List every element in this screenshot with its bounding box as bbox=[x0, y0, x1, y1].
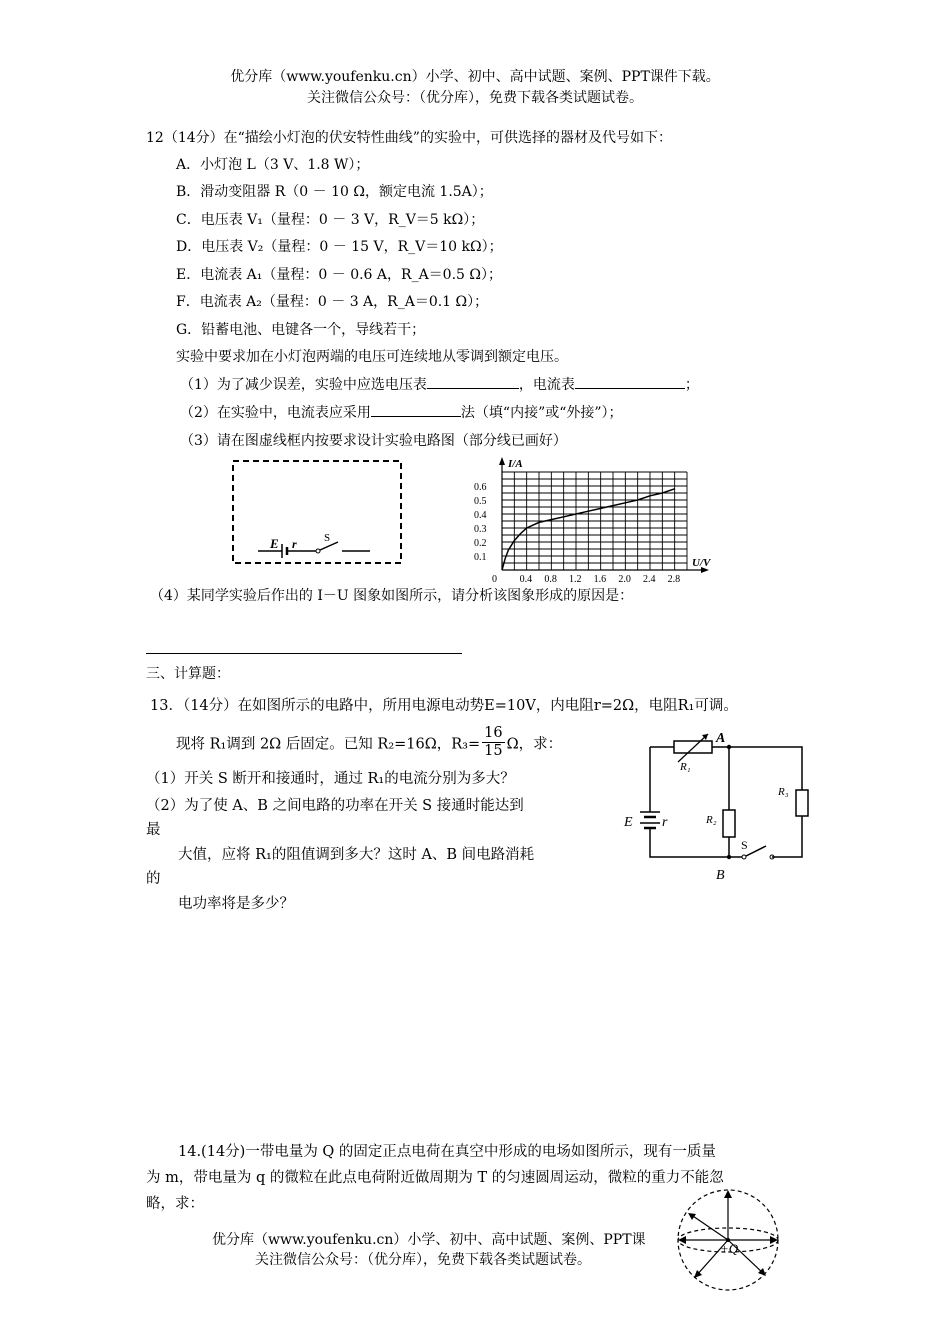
q12-option: B．滑动变阻器 R（0 － 10 Ω，额定电流 1.5A）； bbox=[176, 184, 493, 200]
q12-requirement: 实验中要求加在小灯泡两端的电压可连续地从零调到额定电压。 bbox=[176, 349, 568, 365]
q12-stem: 12（14分）在“描绘小灯泡的伏安特性曲线”的实验中，可供选择的器材及代号如下： bbox=[146, 130, 672, 146]
q13-line2-a: 现将 R₁调到 2Ω 后固定。已知 R₂=16Ω，R₃= bbox=[176, 736, 481, 753]
q13-line2-b: Ω，求： bbox=[506, 736, 563, 753]
label-r: r bbox=[292, 537, 297, 551]
label-S: S bbox=[324, 532, 331, 544]
q12-sub1-text-a: （1）为了减少误差，实验中应选电压表 bbox=[180, 377, 427, 393]
label-E: E bbox=[270, 536, 279, 551]
q13-sub2-line1: （2）为了使 A、B 之间电路的功率在开关 S 接通时能达到 bbox=[146, 798, 524, 814]
answer-line[interactable] bbox=[146, 653, 462, 654]
fraction-denominator: 15 bbox=[484, 743, 503, 759]
x-tick-label: 0.4 bbox=[519, 574, 533, 585]
field-lines bbox=[680, 1192, 776, 1276]
y-tick-label: 0.5 bbox=[474, 496, 487, 507]
switch-icon bbox=[746, 846, 766, 856]
label-A: A bbox=[716, 731, 726, 746]
iu-chart bbox=[470, 455, 715, 590]
q12-sub1-text-b: ，电流表 bbox=[518, 377, 575, 393]
q12-sub1 bbox=[180, 374, 699, 394]
q12-sub2-text-a: （2）在实验中，电流表应采用 bbox=[180, 405, 371, 421]
footer-line-1: 优分库（www.youfenku.cn）小学、初中、高中试题、案例、PPT课 bbox=[212, 1232, 646, 1248]
x-tick-label: 2.8 bbox=[667, 574, 681, 585]
q13-stem-d: R₁可调。 bbox=[677, 698, 738, 714]
label-r: r bbox=[662, 815, 668, 830]
q13-sub2-line3: 大值，应将 R₁的阻值调到多大？这时 A、B 间电路消耗 bbox=[178, 847, 535, 863]
node-A bbox=[727, 745, 731, 749]
x-axis-label: U/V bbox=[692, 557, 711, 569]
answer-blank-ammeter[interactable] bbox=[575, 374, 685, 389]
y-tick-label: 0.3 bbox=[474, 524, 487, 535]
header-line-2: 关注微信公众号：（优分库），免费下载各类试题试卷。 bbox=[307, 90, 643, 106]
label-R3: R₃ bbox=[778, 786, 789, 798]
fraction-numerator: 16 bbox=[484, 725, 503, 741]
q14-line3: 略，求： bbox=[146, 1196, 204, 1212]
y-tick-label: 0.2 bbox=[474, 538, 487, 549]
q13-sub2-line5: 电功率将是多少？ bbox=[178, 896, 294, 912]
q12-option: A．小灯泡 L（3 V、1.8 W）； bbox=[176, 157, 370, 173]
q14-field-diagram bbox=[672, 1184, 784, 1296]
x-tick-label: 0 bbox=[492, 574, 497, 585]
label-R1: R₁ bbox=[680, 761, 691, 773]
header-line-1: 优分库（www.youfenku.cn）小学、初中、高中试题、案例、PPT课件下载。 bbox=[230, 69, 720, 85]
answer-blank-voltmeter[interactable] bbox=[427, 374, 519, 389]
x-tick-label: 2.4 bbox=[643, 574, 656, 585]
q12-option: C．电压表 V₁（量程：0 － 3 V，R_V＝5 kΩ）； bbox=[176, 212, 485, 228]
footer-line-2: 关注微信公众号：（优分库），免费下载各类试题试卷。 bbox=[255, 1252, 591, 1268]
label-plus-Q: +Q bbox=[720, 1241, 739, 1256]
q12-option: D．电压表 V₂（量程：0 － 15 V，R_V＝10 kΩ）； bbox=[176, 239, 503, 255]
q13-sub2-line4: 的 bbox=[146, 871, 161, 887]
y-axis-arrow bbox=[499, 457, 505, 465]
q13-sub1: （1）开关 S 断开和接通时，通过 R₁的电流分别为多大？ bbox=[146, 771, 515, 787]
q12-option: E．电流表 A₁（量程：0 － 0.6 A，R_A＝0.5 Ω）； bbox=[176, 267, 502, 283]
q12-sub4: （4）某同学实验后作出的 I－U 图象如图所示，请分析该图象形成的原因是： bbox=[150, 588, 634, 604]
q13-line2 bbox=[176, 727, 562, 762]
fraction bbox=[482, 725, 504, 760]
circuit-design-box[interactable] bbox=[230, 458, 405, 568]
q12-option: G．铅蓄电池、电键各一个，导线若干； bbox=[176, 322, 426, 338]
y-tick-label: 0.1 bbox=[474, 552, 487, 563]
r2-resistor bbox=[723, 810, 735, 837]
node-B bbox=[727, 855, 731, 859]
y-tick-label: 0.6 bbox=[474, 482, 487, 493]
answer-blank-connection[interactable] bbox=[371, 402, 461, 417]
label-B: B bbox=[716, 868, 725, 882]
q12-sub3: （3）请在图虚线框内按要求设计实验电路图（部分线已画好） bbox=[180, 433, 567, 449]
q13-stem bbox=[150, 694, 738, 715]
q13-sub2-line2: 最 bbox=[146, 822, 161, 838]
y-tick-label: 0.4 bbox=[474, 510, 487, 521]
chart-grid bbox=[502, 472, 687, 570]
section-title: 三、计算题： bbox=[146, 666, 230, 682]
q14-line2: 为 m，带电量为 q 的微粒在此点电荷附近做周期为 T 的匀速圆周运动，微粒的重力不能忽 bbox=[146, 1170, 724, 1186]
q13-stem-c: r=2Ω，电阻 bbox=[593, 698, 678, 714]
q12-sub1-text-c: ； bbox=[684, 377, 699, 393]
q12-sub2-text-b: 法（填“内接”或“外接”）； bbox=[460, 405, 623, 421]
q12-sub2 bbox=[180, 402, 623, 422]
x-tick-label: 1.6 bbox=[593, 574, 607, 585]
label-S: S bbox=[741, 838, 748, 852]
q13-circuit-diagram bbox=[612, 722, 827, 882]
q12-option: F．电流表 A₂（量程：0 － 3 A，R_A＝0.1 Ω）； bbox=[176, 294, 489, 310]
q13-stem-a: 13．（14分）在如图所示的电路中，所用电源电动势 bbox=[150, 698, 485, 714]
r1-resistor bbox=[674, 741, 712, 753]
q13-stem-b: E=10V，内电阻 bbox=[484, 698, 594, 714]
x-tick-label: 0.8 bbox=[544, 574, 557, 585]
x-tick-label: 2.0 bbox=[618, 574, 631, 585]
y-axis-label: I/A bbox=[508, 458, 523, 470]
r3-resistor bbox=[796, 790, 808, 816]
q14-line1: 14.(14分)一带电量为 Q 的固定正点电荷在真空中形成的电场如图所示，现有一质量 bbox=[178, 1144, 716, 1160]
x-tick-label: 1.2 bbox=[569, 574, 582, 585]
label-E: E bbox=[624, 815, 633, 830]
label-R2: R₂ bbox=[706, 814, 717, 826]
